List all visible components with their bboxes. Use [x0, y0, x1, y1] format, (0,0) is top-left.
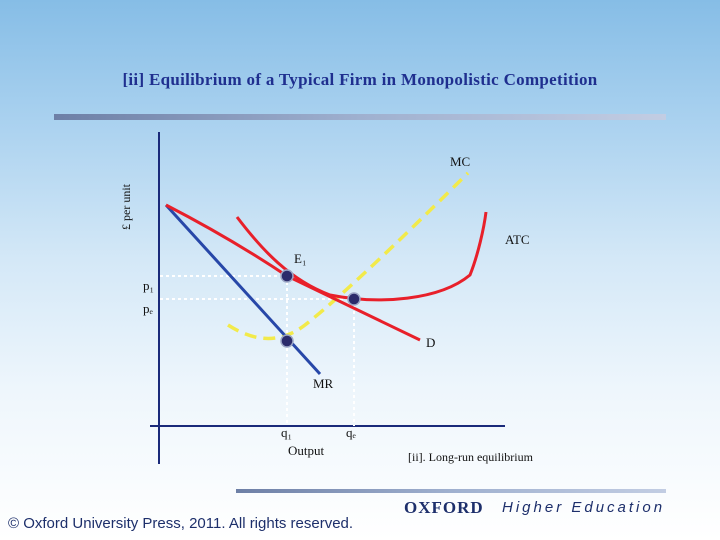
x-axis-label: Output [288, 443, 325, 458]
diagram-caption: [ii]. Long-run equilibrium [408, 450, 533, 464]
e1-label: E₁ [294, 251, 307, 266]
pc-label: pₑ [143, 301, 153, 316]
slide-title: [ii] Equilibrium of a Typical Firm in Monopolistic Competition [122, 70, 598, 89]
oxford-logo: OXFORD [404, 498, 484, 517]
oxford-tagline: Higher Education [502, 499, 666, 516]
p1-label: p₁ [143, 278, 155, 293]
point-mr-mc [281, 335, 293, 347]
mc-label: MC [450, 154, 471, 169]
copyright-notice: © Oxford University Press, 2011. All rights reserved. [8, 515, 354, 532]
point-e1 [281, 270, 293, 282]
mr-curve [166, 205, 320, 374]
footer-divider [236, 489, 666, 493]
atc-label: ATC [505, 232, 530, 247]
demand-label: D [426, 335, 436, 350]
q1-label: q₁ [281, 425, 293, 440]
atc-curve [237, 212, 486, 300]
point-ec [348, 293, 360, 305]
qc-label: qₑ [346, 425, 356, 440]
y-axis-label: £ per unit [119, 184, 133, 230]
demand-curve [166, 205, 420, 340]
mr-label: MR [313, 376, 334, 391]
